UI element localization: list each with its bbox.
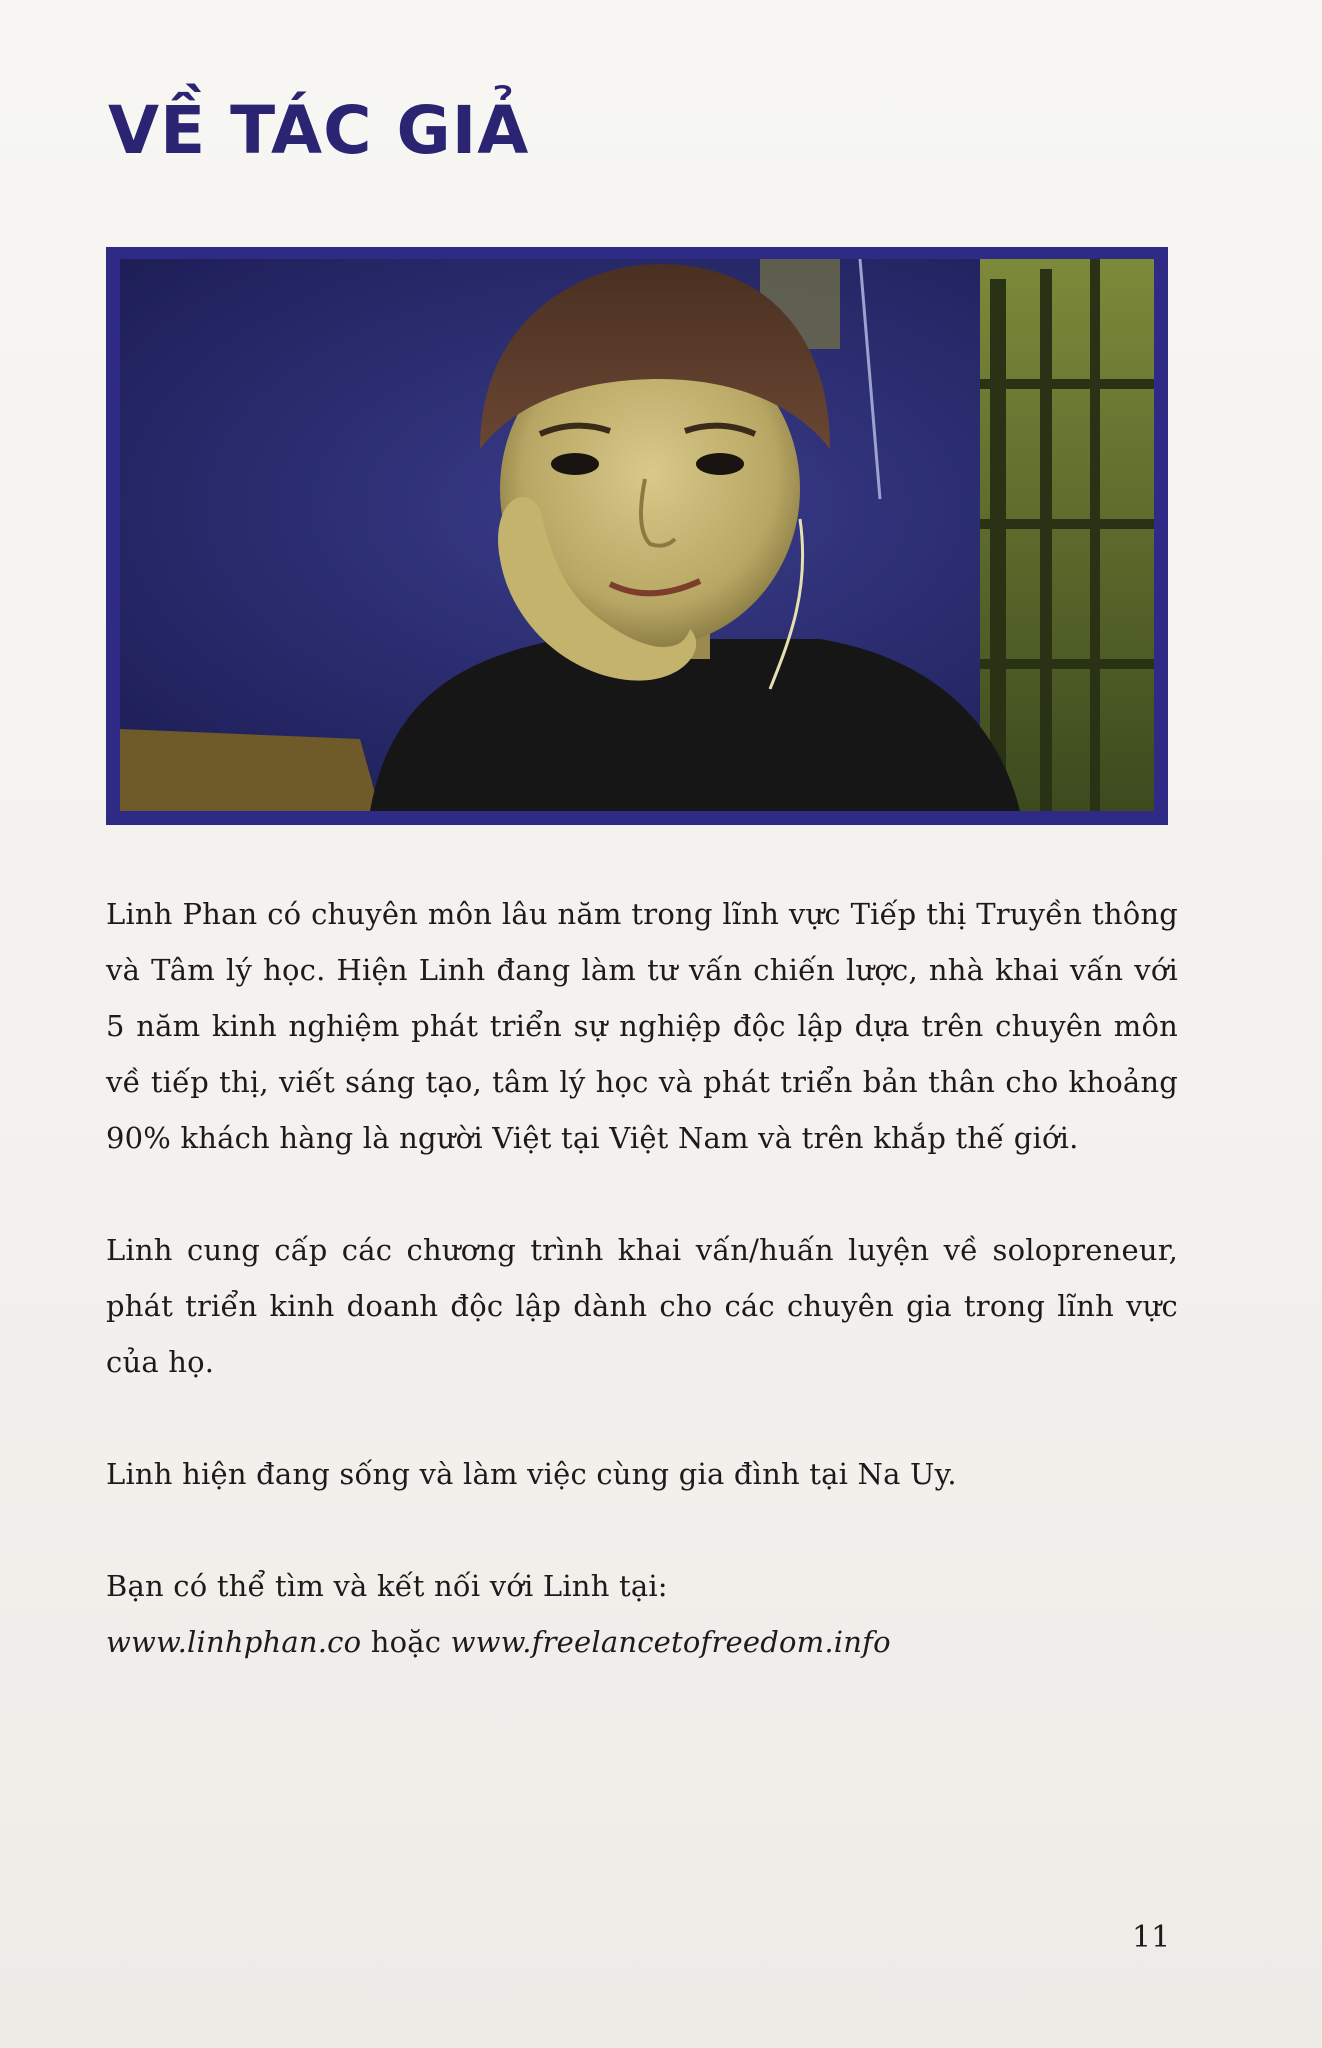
contact-paragraph — [106, 1558, 1178, 1670]
website-link-linhphan[interactable]: www.linhphan.co — [106, 1625, 362, 1659]
contact-intro: Bạn có thể tìm và kết nối với Linh tại: — [106, 1569, 668, 1603]
bio-paragraph-1: Linh Phan có chuyên môn lâu năm trong lĩnh vực Tiếp thị Truyền thông và Tâm lý học. Hiện Linh đang làm tư vấn chiến lược, nhà khai vấn với 5 năm kinh nghiệm phát triển sự nghiệp độc lập dựa trên chuyên môn về tiếp thị, viết sáng tạo, tâm lý học và phát triển bản thân cho khoảng 90% khách hàng là người Việt tại Việt Nam và trên khắp thế giới. — [106, 897, 1178, 1155]
author-photo-frame — [106, 247, 1168, 825]
author-portrait-photo — [120, 259, 1154, 811]
link-separator: hoặc — [361, 1625, 451, 1659]
page-title: VỀ TÁC GIẢ — [108, 92, 530, 169]
bio-paragraph-3: Linh hiện đang sống và làm việc cùng gia đình tại Na Uy. — [106, 1457, 957, 1491]
author-bio — [106, 886, 1178, 1670]
bio-paragraph-2: Linh cung cấp các chương trình khai vấn/huấn luyện về solopreneur, phát triển kinh doanh độc lập dành cho các chuyên gia trong lĩnh vực của họ. — [106, 1233, 1178, 1379]
website-link-freelancetofreedom[interactable]: www.freelancetofreedom.info — [450, 1625, 891, 1659]
page-number: 11 — [1132, 1920, 1171, 1955]
